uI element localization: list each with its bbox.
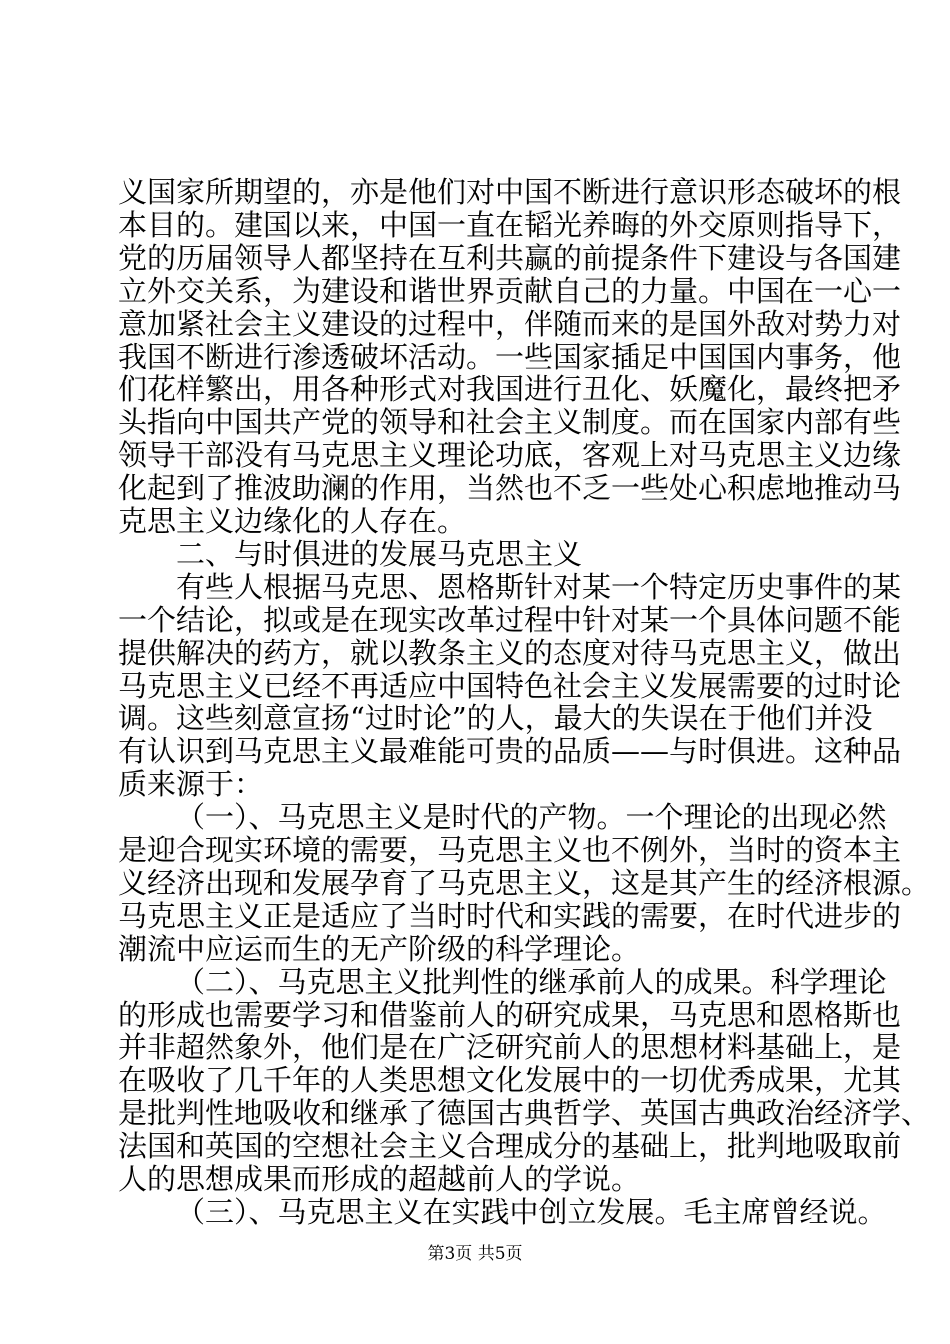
text-line: 调。这些刻意宣扬“过时论”的人，最大的失误在于他们并没 [118, 701, 873, 735]
text-line: 法国和英国的空想社会主义合理成分的基础上，批判地吸取前 [118, 1129, 902, 1163]
page-footer: 第3页 共5页 [427, 1244, 523, 1264]
text-line: 义国家所期望的，亦是他们对中国不断进行意识形态破坏的根 [118, 175, 902, 209]
text-line: 我国不断进行渗透破坏活动。一些国家插足中国国内事务，他 [118, 340, 902, 374]
text-line: 一个结论，拟或是在现实改革过程中针对某一个具体问题不能 [118, 603, 902, 637]
text-line: 有认识到马克思主义最难能可贵的品质——与时俱进。这种品 [118, 734, 902, 768]
text-line: 马克思主义正是适应了当时时代和实践的需要，在时代进步的 [118, 899, 902, 933]
text-line: 本目的。建国以来，中国一直在韬光养晦的外交原则指导下， [118, 208, 902, 242]
text-line: 有些人根据马克思、恩格斯针对某一个特定历史事件的某 [176, 570, 902, 604]
text-line: 并非超然象外，他们是在广泛研究前人的思想材料基础上，是 [118, 1030, 902, 1064]
text-line: 党的历届领导人都坚持在互利共赢的前提条件下建设与各国建 [118, 241, 902, 275]
text-line: 们花样繁出，用各种形式对我国进行丑化、妖魔化，最终把矛 [118, 372, 902, 406]
text-line: 义经济出现和发展孕育了马克思主义，这是其产生的经济根源。 [118, 866, 931, 900]
text-line: （二）、马克思主义批判性的继承前人的成果。科学理论 [176, 965, 887, 999]
text-line: 是迎合现实环境的需要，马克思主义也不例外，当时的资本主 [118, 833, 902, 867]
text-line: （一）、马克思主义是时代的产物。一个理论的出现必然 [176, 800, 887, 834]
text-line: 克思主义边缘化的人存在。 [118, 504, 467, 538]
text-line: 是批判性地吸收和继承了德国古典哲学、英国古典政治经济学、 [118, 1096, 931, 1130]
text-line: （三）、马克思主义在实践中创立发展。毛主席曾经说。 [176, 1195, 887, 1229]
text-line: 的形成也需要学习和借鉴前人的研究成果，马克思和恩格斯也 [118, 998, 902, 1032]
text-line: 马克思主义已经不再适应中国特色社会主义发展需要的过时论 [118, 669, 902, 703]
text-line: 意加紧社会主义建设的过程中，伴随而来的是国外敌对势力对 [118, 307, 902, 341]
text-line: 在吸收了几千年的人类思想文化发展中的一切优秀成果，尤其 [118, 1063, 902, 1097]
text-line: 化起到了推波助澜的作用，当然也不乏一些处心积虑地推动马 [118, 471, 902, 505]
text-line: 立外交关系，为建设和谐世界贡献自己的力量。中国在一心一 [118, 274, 902, 308]
text-line: 领导干部没有马克思主义理论功底，客观上对马克思主义边缘 [118, 438, 902, 472]
text-line: 人的思想成果而形成的超越前人的学说。 [118, 1162, 641, 1196]
text-line: 提供解决的药方，就以教条主义的态度对待马克思主义，做出 [118, 636, 902, 670]
text-line: 潮流中应运而生的无产阶级的科学理论。 [118, 932, 641, 966]
text-line: 头指向中国共产党的领导和社会主义制度。而在国家内部有些 [118, 405, 902, 439]
section-heading: 二、与时俱进的发展马克思主义 [176, 537, 583, 571]
text-line: 质来源于： [118, 767, 264, 801]
